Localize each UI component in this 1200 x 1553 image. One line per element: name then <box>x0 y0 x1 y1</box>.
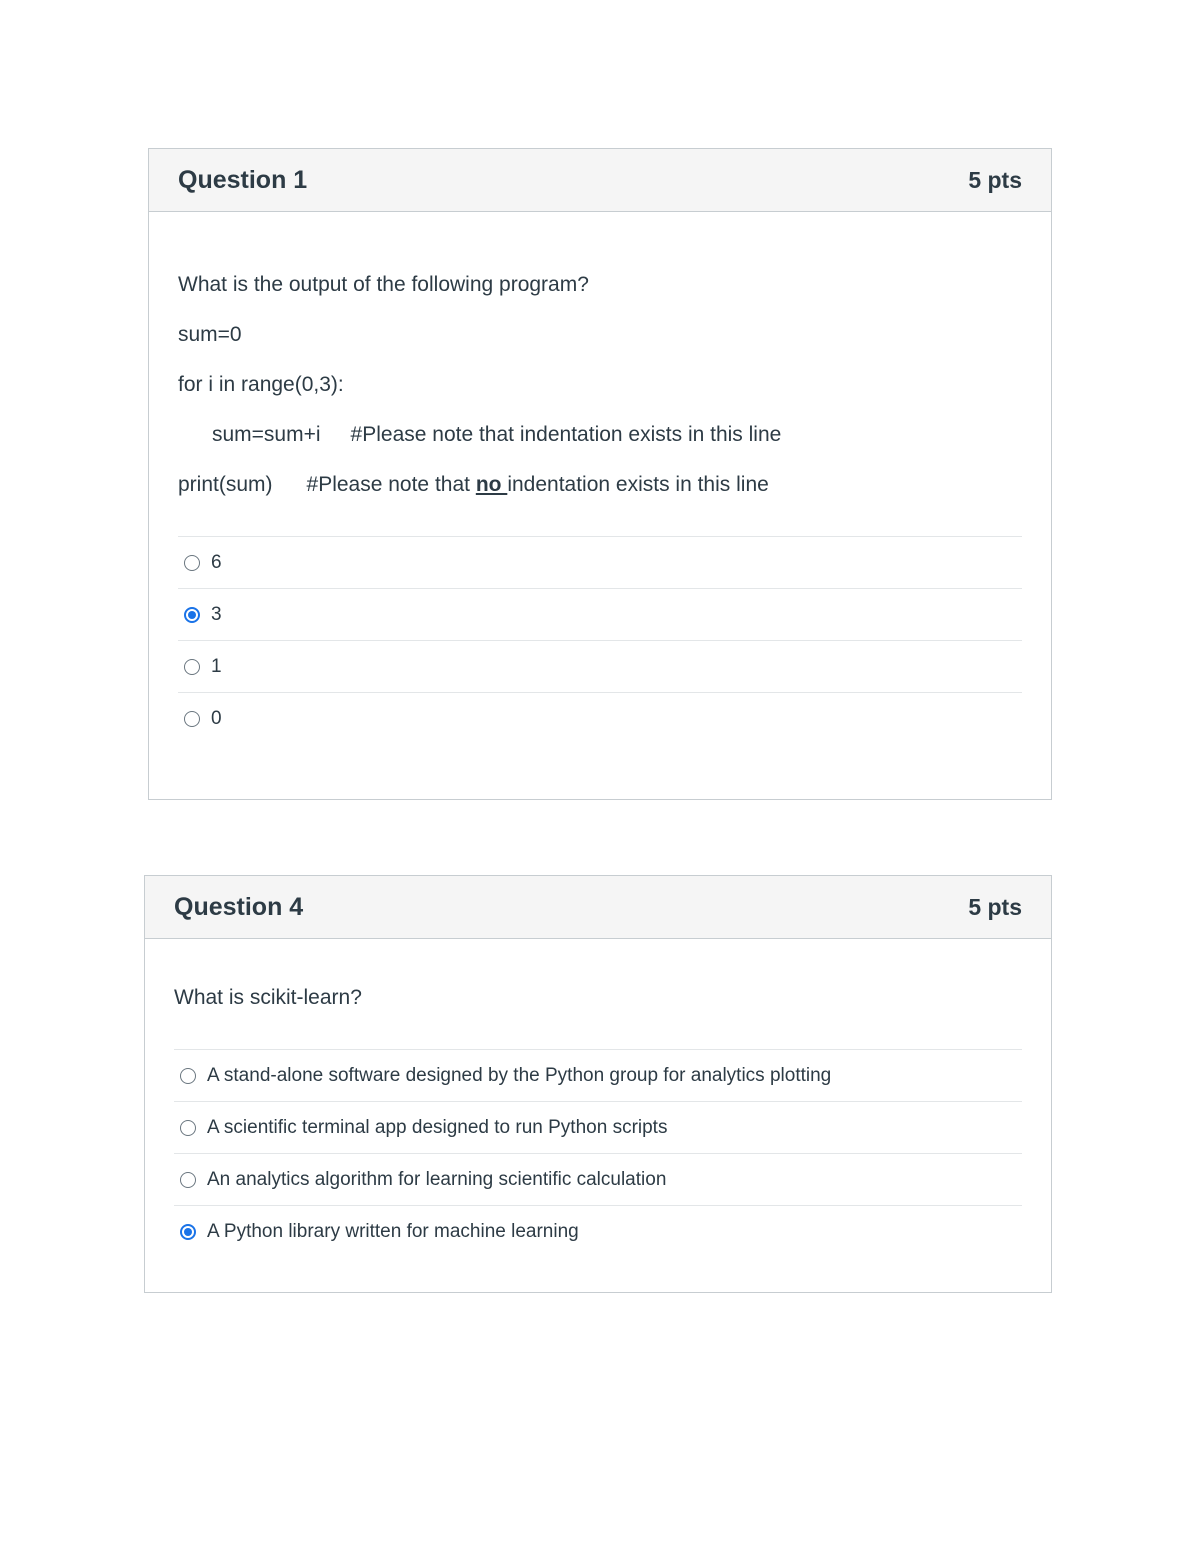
answer-label: 6 <box>211 551 222 573</box>
answer-list <box>174 1049 1022 1258</box>
answer-list <box>178 536 1022 745</box>
code-line-4 <box>178 470 1022 500</box>
answer-label: 0 <box>211 708 222 729</box>
radio-button[interactable] <box>180 1172 196 1188</box>
radio-button-selected[interactable] <box>184 607 200 623</box>
question-prompt: What is scikit-learn? <box>174 986 362 1009</box>
answer-label: 3 <box>211 603 222 625</box>
code-line-1: sum=0 <box>178 323 242 346</box>
question-points: 5 pts <box>968 893 1022 920</box>
question-header <box>145 876 1051 939</box>
code-line-3-code: sum=sum+i <box>212 423 321 446</box>
radio-button[interactable] <box>180 1068 196 1084</box>
code-line-3-comment: #Please note that indentation exists in this line <box>350 423 782 446</box>
question-body <box>149 212 1051 745</box>
code-line-4-comment-emphasis: no <box>475 473 508 496</box>
answer-label: 1 <box>211 655 222 677</box>
answer-option[interactable] <box>178 693 1022 745</box>
answer-label: An analytics algorithm for learning scientific calculation <box>207 1168 667 1190</box>
answer-option[interactable] <box>174 1206 1022 1258</box>
answer-option[interactable] <box>178 589 1022 641</box>
answer-option[interactable] <box>174 1050 1022 1102</box>
answer-label: A Python library written for machine learning <box>207 1221 579 1242</box>
radio-button-selected[interactable] <box>180 1224 196 1240</box>
answer-option[interactable] <box>174 1102 1022 1154</box>
question-title: Question 4 <box>174 892 304 921</box>
code-line-4-comment-post: indentation exists in this line <box>507 473 769 496</box>
answer-label: A stand-alone software designed by the Python group for analytics plotting <box>207 1064 832 1086</box>
radio-button[interactable] <box>184 711 200 727</box>
question-card-4 <box>144 875 1052 1293</box>
radio-button[interactable] <box>184 555 200 571</box>
radio-button[interactable] <box>184 659 200 675</box>
answer-option[interactable] <box>178 641 1022 693</box>
answer-option[interactable] <box>178 537 1022 589</box>
code-line-3 <box>178 420 1022 450</box>
answer-label: A scientific terminal app designed to run Python scripts <box>207 1116 668 1138</box>
code-line-2: for i in range(0,3): <box>178 373 344 396</box>
question-points: 5 pts <box>968 166 1022 193</box>
question-header <box>149 149 1051 212</box>
question-card-1 <box>148 148 1052 800</box>
question-title: Question 1 <box>178 165 308 194</box>
answer-option[interactable] <box>174 1154 1022 1206</box>
question-body <box>145 939 1051 1258</box>
radio-button[interactable] <box>180 1120 196 1136</box>
code-line-4-code: print(sum) <box>178 473 273 496</box>
question-prompt: What is the output of the following program? <box>178 273 589 296</box>
code-line-4-comment-pre: #Please note that <box>306 473 476 496</box>
